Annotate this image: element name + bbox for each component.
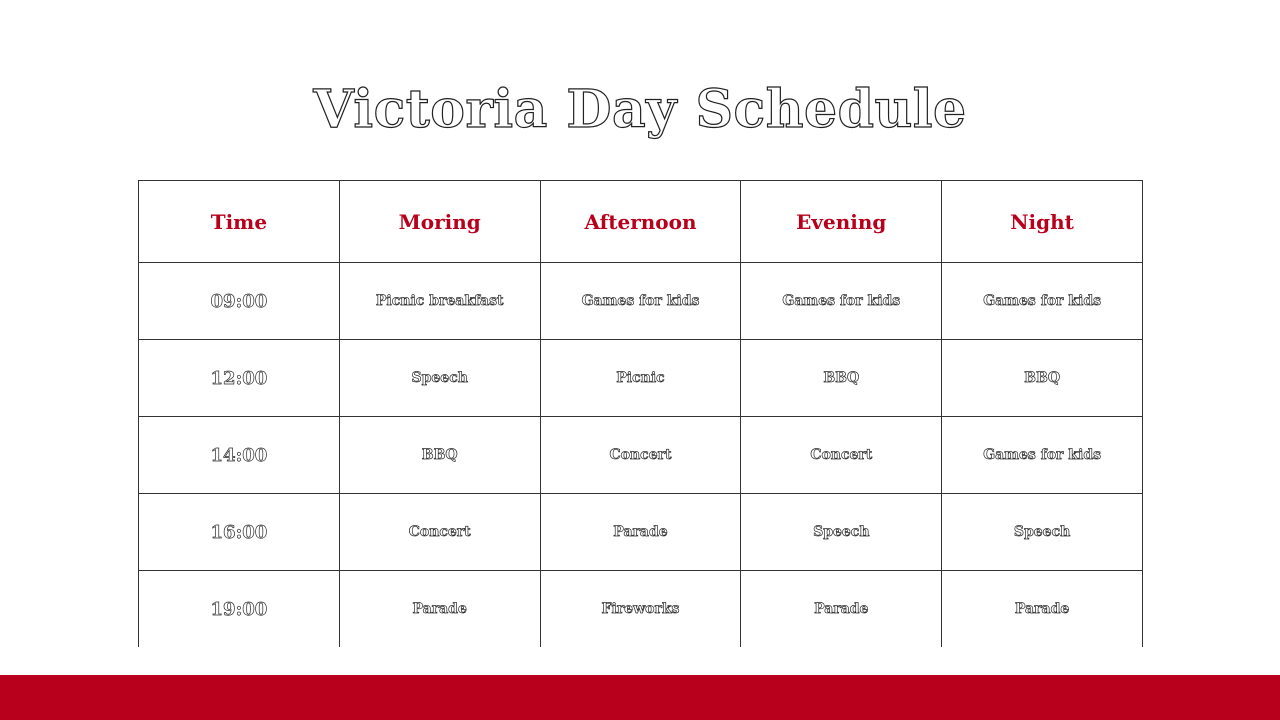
table-row — [139, 417, 1143, 494]
time-cell: 12:00 — [139, 340, 340, 417]
table-row — [139, 340, 1143, 417]
footer-accent-bar — [0, 675, 1280, 720]
column-header-evening: Evening — [741, 181, 942, 263]
event-cell: Parade — [741, 571, 942, 648]
event-cell: Games for kids — [942, 417, 1143, 494]
event-cell: BBQ — [339, 417, 540, 494]
column-header-morning: Moring — [339, 181, 540, 263]
event-cell: Games for kids — [741, 263, 942, 340]
event-cell: BBQ — [942, 340, 1143, 417]
time-cell: 16:00 — [139, 494, 340, 571]
column-header-time: Time — [139, 181, 340, 263]
time-cell: 19:00 — [139, 571, 340, 648]
event-cell: Speech — [741, 494, 942, 571]
event-cell: Games for kids — [942, 263, 1143, 340]
event-cell: BBQ — [741, 340, 942, 417]
event-cell: Parade — [339, 571, 540, 648]
event-cell: Fireworks — [540, 571, 741, 648]
event-cell: Concert — [339, 494, 540, 571]
table-row — [139, 494, 1143, 571]
table-row — [139, 263, 1143, 340]
event-cell: Speech — [339, 340, 540, 417]
column-header-night: Night — [942, 181, 1143, 263]
page-title: Victoria Day Schedule — [313, 79, 967, 140]
time-cell: 14:00 — [139, 417, 340, 494]
event-cell: Parade — [540, 494, 741, 571]
column-header-afternoon: Afternoon — [540, 181, 741, 263]
event-cell: Concert — [741, 417, 942, 494]
event-cell: Parade — [942, 571, 1143, 648]
event-cell: Games for kids — [540, 263, 741, 340]
event-cell: Speech — [942, 494, 1143, 571]
event-cell: Picnic breakfast — [339, 263, 540, 340]
event-cell: Picnic — [540, 340, 741, 417]
table-row — [139, 571, 1143, 648]
schedule-table — [138, 180, 1143, 647]
event-cell: Concert — [540, 417, 741, 494]
time-cell: 09:00 — [139, 263, 340, 340]
table-header-row — [139, 181, 1143, 263]
